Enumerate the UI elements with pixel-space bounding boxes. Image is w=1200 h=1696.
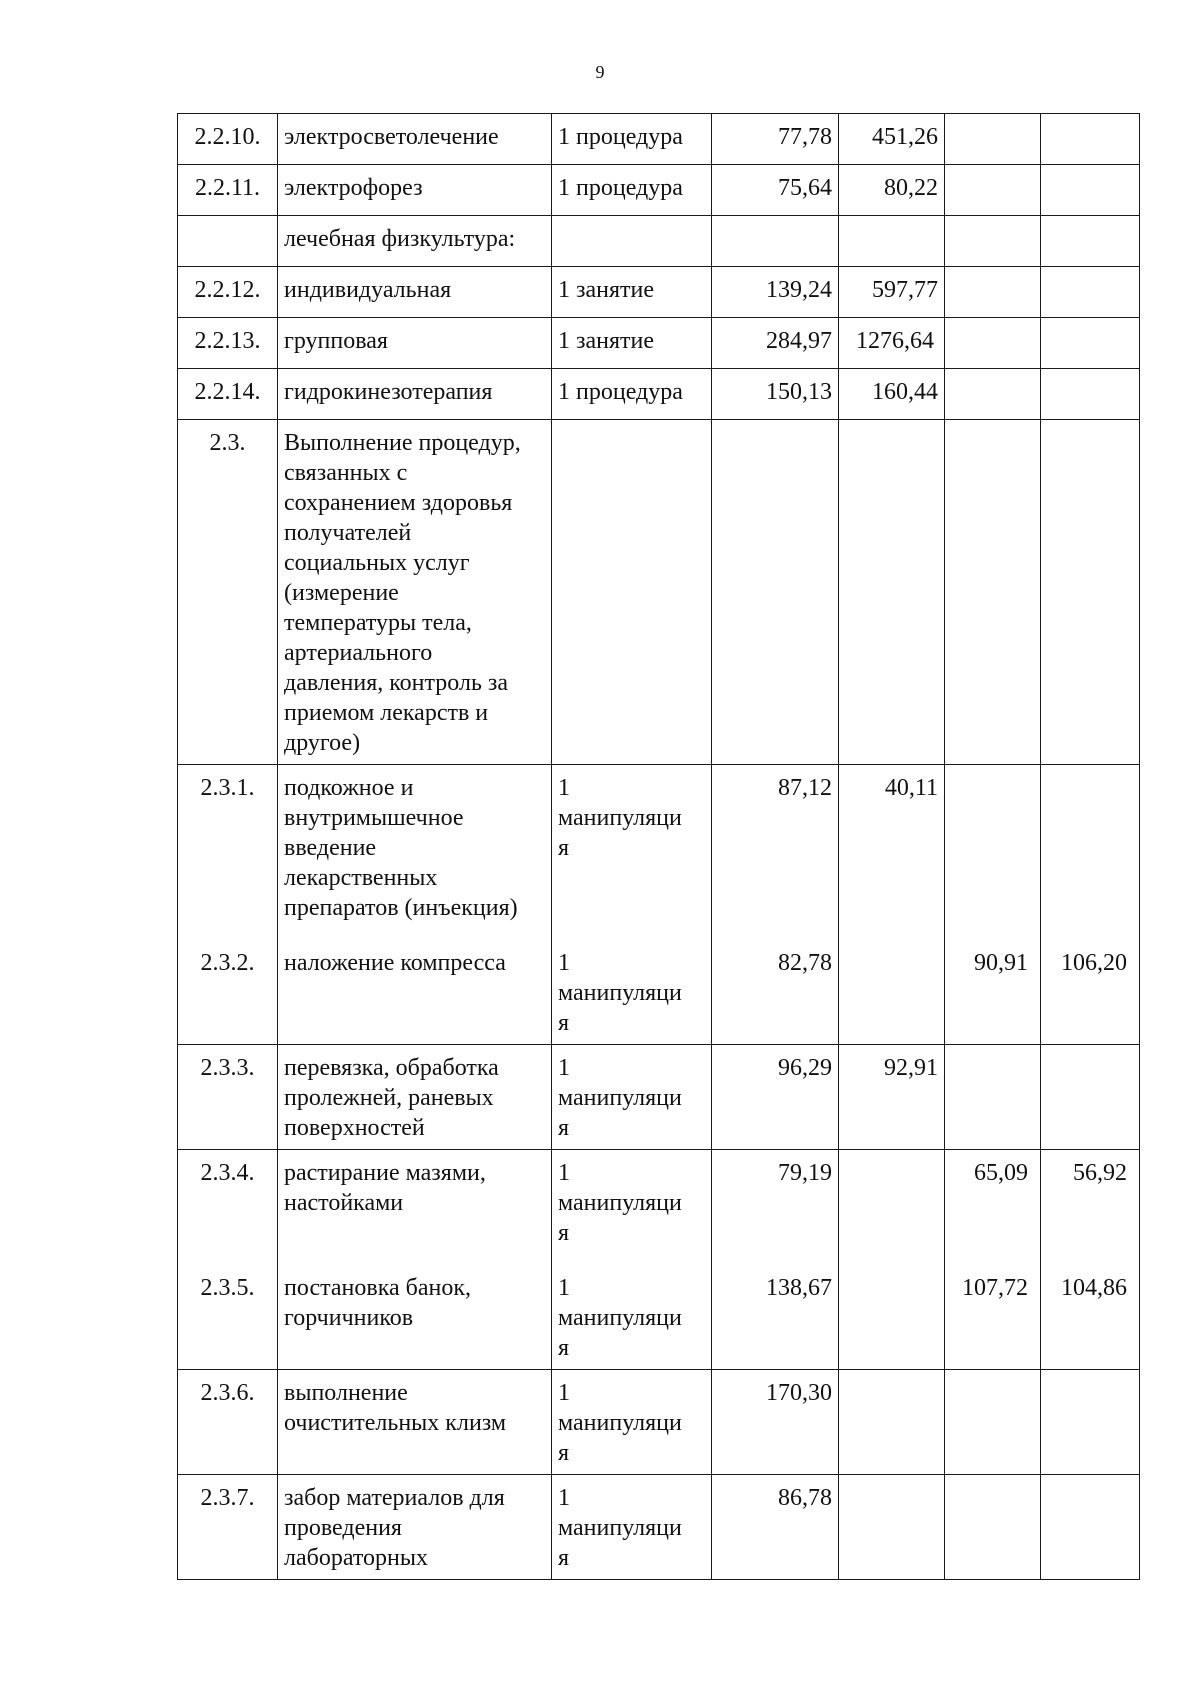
value-cell: 56,92 (1041, 1150, 1140, 1255)
unit-of-service: 1 манипуляци я (552, 1370, 712, 1475)
value-cell (945, 267, 1041, 318)
unit-of-service (552, 420, 712, 765)
table-row (178, 318, 1140, 369)
value-cell (945, 765, 1041, 930)
table-row (178, 1255, 1140, 1370)
row-number: 2.3. (178, 420, 278, 765)
value-cell: 451,26 (839, 114, 945, 165)
row-number: 2.2.10. (178, 114, 278, 165)
tariff-table (177, 113, 1140, 1580)
unit-of-service: 1 занятие (552, 267, 712, 318)
value-cell (945, 165, 1041, 216)
value-cell (945, 1045, 1041, 1150)
table-row (178, 1150, 1140, 1255)
service-name: выполнение очистительных клизм (278, 1370, 552, 1475)
service-name: постановка банок, горчичников (278, 1255, 552, 1370)
unit-of-service: 1 манипуляци я (552, 1045, 712, 1150)
service-name: растирание мазями, настойками (278, 1150, 552, 1255)
value-cell (839, 1255, 945, 1370)
value-cell (1041, 318, 1140, 369)
value-cell: 65,09 (945, 1150, 1041, 1255)
value-cell: 104,86 (1041, 1255, 1140, 1370)
table-row (178, 369, 1140, 420)
value-cell: 106,20 (1041, 930, 1140, 1045)
service-name: подкожное и внутримышечное введение лекарственных препаратов (инъекция) (278, 765, 552, 930)
value-cell: 1276,64 (839, 318, 945, 369)
section-heading: лечебная физкультура: (278, 216, 552, 267)
value-cell: 77,78 (712, 114, 839, 165)
value-cell (1041, 114, 1140, 165)
row-number: 2.3.4. (178, 1150, 278, 1255)
value-cell (839, 1370, 945, 1475)
value-cell (1041, 1475, 1140, 1580)
value-cell: 75,64 (712, 165, 839, 216)
value-cell: 170,30 (712, 1370, 839, 1475)
service-name: групповая (278, 318, 552, 369)
value-cell: 138,67 (712, 1255, 839, 1370)
value-cell (1041, 369, 1140, 420)
value-cell (712, 420, 839, 765)
row-number: 2.2.12. (178, 267, 278, 318)
table-row (178, 765, 1140, 930)
table-row (178, 1045, 1140, 1150)
value-cell (839, 216, 945, 267)
value-cell (945, 216, 1041, 267)
value-cell (945, 420, 1041, 765)
value-cell: 139,24 (712, 267, 839, 318)
service-name: электрофорез (278, 165, 552, 216)
unit-of-service (552, 216, 712, 267)
value-cell: 86,78 (712, 1475, 839, 1580)
value-cell: 79,19 (712, 1150, 839, 1255)
service-name: индивидуальная (278, 267, 552, 318)
value-cell (712, 216, 839, 267)
row-number: 2.3.5. (178, 1255, 278, 1370)
value-cell (1041, 165, 1140, 216)
unit-of-service: 1 манипуляци я (552, 930, 712, 1045)
service-name: перевязка, обработка пролежней, раневых поверхностей (278, 1045, 552, 1150)
value-cell (839, 420, 945, 765)
value-cell (945, 1475, 1041, 1580)
section-heading: Выполнение процедур, связанных с сохранением здоровья получателей социальных услуг (измерение температуры тела, артериального давления, контроль за приемом лекарств и другое) (278, 420, 552, 765)
value-cell (839, 1475, 945, 1580)
unit-of-service: 1 манипуляци я (552, 765, 712, 930)
table-row (178, 165, 1140, 216)
table-row (178, 1370, 1140, 1475)
value-cell (1041, 765, 1140, 930)
unit-of-service: 1 процедура (552, 114, 712, 165)
unit-of-service: 1 манипуляци я (552, 1150, 712, 1255)
row-number: 2.3.2. (178, 930, 278, 1045)
row-number: 2.2.13. (178, 318, 278, 369)
page-number: 9 (595, 62, 605, 82)
service-name: наложение компресса (278, 930, 552, 1045)
value-cell: 150,13 (712, 369, 839, 420)
value-cell (945, 1370, 1041, 1475)
row-number: 2.3.7. (178, 1475, 278, 1580)
value-cell (1041, 1045, 1140, 1150)
value-cell: 40,11 (839, 765, 945, 930)
value-cell (945, 369, 1041, 420)
table-row (178, 930, 1140, 1045)
value-cell: 80,22 (839, 165, 945, 216)
row-number: 2.2.14. (178, 369, 278, 420)
value-cell: 96,29 (712, 1045, 839, 1150)
value-cell: 90,91 (945, 930, 1041, 1045)
unit-of-service: 1 манипуляци я (552, 1475, 712, 1580)
row-number: 2.3.3. (178, 1045, 278, 1150)
value-cell (839, 1150, 945, 1255)
value-cell: 597,77 (839, 267, 945, 318)
table-row (178, 114, 1140, 165)
row-number (178, 216, 278, 267)
table-row (178, 267, 1140, 318)
service-name: электросветолечение (278, 114, 552, 165)
value-cell (1041, 1370, 1140, 1475)
row-number: 2.3.6. (178, 1370, 278, 1475)
table-row (178, 420, 1140, 765)
value-cell (945, 318, 1041, 369)
row-number: 2.3.1. (178, 765, 278, 930)
value-cell: 92,91 (839, 1045, 945, 1150)
value-cell (1041, 420, 1140, 765)
value-cell: 107,72 (945, 1255, 1041, 1370)
value-cell (945, 114, 1041, 165)
unit-of-service: 1 процедура (552, 369, 712, 420)
value-cell: 284,97 (712, 318, 839, 369)
table-row (178, 216, 1140, 267)
value-cell (839, 930, 945, 1045)
value-cell (1041, 216, 1140, 267)
unit-of-service: 1 манипуляци я (552, 1255, 712, 1370)
value-cell: 82,78 (712, 930, 839, 1045)
unit-of-service: 1 занятие (552, 318, 712, 369)
table-row (178, 1475, 1140, 1580)
unit-of-service: 1 процедура (552, 165, 712, 216)
value-cell: 87,12 (712, 765, 839, 930)
service-name: гидрокинезотерапия (278, 369, 552, 420)
value-cell (1041, 267, 1140, 318)
value-cell: 160,44 (839, 369, 945, 420)
service-name: забор материалов для проведения лабораторных (278, 1475, 552, 1580)
row-number: 2.2.11. (178, 165, 278, 216)
